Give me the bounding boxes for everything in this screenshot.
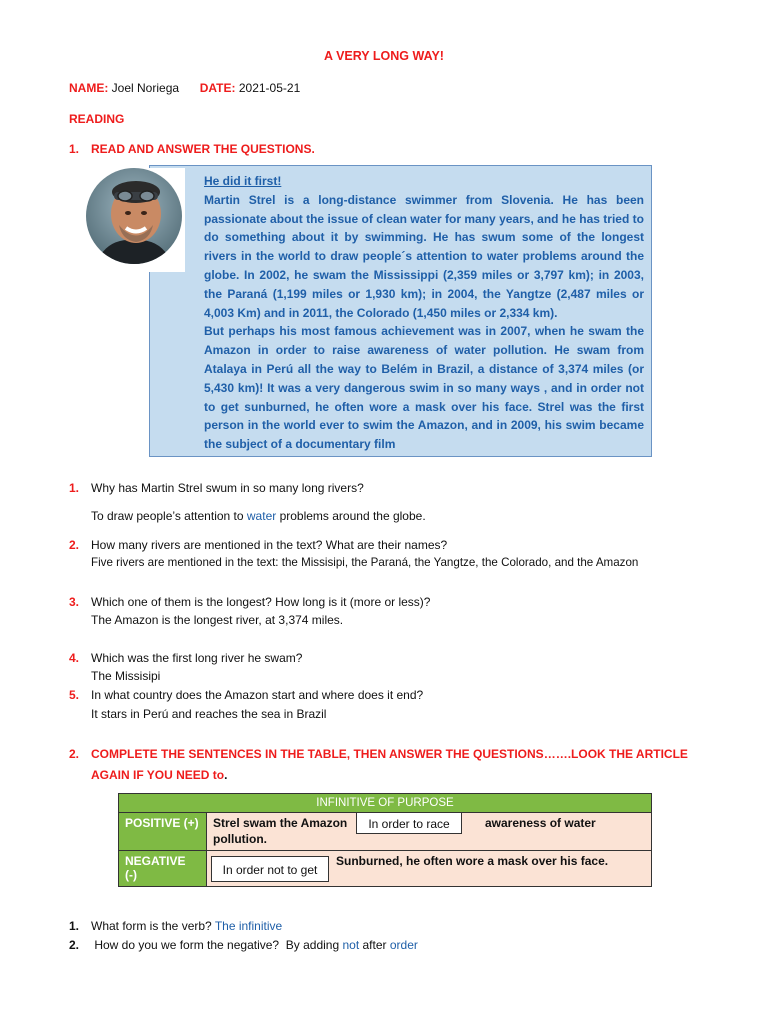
final-answer: not <box>342 938 360 952</box>
name-label: NAME: <box>69 81 109 95</box>
section-2-title-line-2: AGAIN IF YOU NEED to <box>91 768 225 782</box>
question-2 <box>69 537 447 553</box>
final-answer: order <box>389 938 418 952</box>
negative-label: NEGATIVE (-) <box>119 851 207 887</box>
final-question-text: after <box>359 938 390 952</box>
negative-text: Sunburned, he often wore a mask over his face. <box>336 854 609 868</box>
final-question-1 <box>69 918 282 934</box>
section-1-heading <box>69 141 315 157</box>
negative-row <box>207 851 652 887</box>
question-4 <box>69 650 302 666</box>
answer-4: The Missisipi <box>91 669 161 683</box>
article-text <box>204 172 644 454</box>
final-question-text: What form is the verb? <box>91 919 215 933</box>
final-question-number: 2. <box>69 938 80 952</box>
swimmer-photo <box>86 168 182 264</box>
answer-5: It stars in Perú and reaches the sea in Brazil <box>91 707 327 721</box>
answer-text: problems around the globe. <box>276 509 426 523</box>
section-2-number: 2. <box>69 747 80 761</box>
question-number: 1. <box>69 481 80 495</box>
negative-fill-box[interactable]: In order not to get <box>211 856 329 882</box>
positive-text-continued: pollution. <box>213 832 267 846</box>
final-question-number: 1. <box>69 919 80 933</box>
final-question-text: How do you we form the negative? By adding <box>91 938 343 952</box>
section-1-title: READ AND ANSWER THE QUESTIONS. <box>91 142 315 156</box>
positive-text-end: awareness of water <box>485 816 596 830</box>
name-value: Joel Noriega <box>111 81 180 95</box>
article-heading: He did it first! <box>204 174 282 188</box>
question-text: Which one of them is the longest? How long is it (more or less)? <box>91 595 431 609</box>
table-header: INFINITIVE OF PURPOSE <box>119 794 652 813</box>
article-paragraph-2: But perhaps his most famous achievement was in 2007, when he swam the Amazon in order to raise awareness of water pollution. He swam from Atalaya in Perú all the way to Belém in Brazil, a distance of 3,374 miles (or 5,430 km)! It was a very dangerous swim in so many ways , and in order not to get sunburned, he often wore a mask over his face. Strel was the first person in the world ever to swim the Amazon, and in 2009, his swim became the subject of a documentary film <box>204 324 644 452</box>
date-label: DATE: <box>199 81 236 95</box>
question-number: 3. <box>69 595 80 609</box>
section-2-heading <box>69 744 709 786</box>
question-number: 4. <box>69 651 80 665</box>
question-text: Why has Martin Strel swum in so many long rivers? <box>91 481 364 495</box>
name-date-line <box>69 80 300 96</box>
positive-fill-box[interactable]: In order to race <box>356 812 462 834</box>
infinitive-table <box>118 793 652 887</box>
answer-3: The Amazon is the longest river, at 3,374 miles. <box>91 613 344 627</box>
question-text: In what country does the Amazon start and where does it end? <box>91 688 424 702</box>
question-text: Which was the first long river he swam? <box>91 651 303 665</box>
page-title: A VERY LONG WAY! <box>324 49 444 63</box>
answer-1 <box>91 508 426 524</box>
answer-text: To draw people’s attention to <box>91 509 247 523</box>
final-answer: The infinitive <box>214 919 283 933</box>
positive-label: POSITIVE (+) <box>119 813 207 851</box>
section-2-title-line-1: COMPLETE THE SENTENCES IN THE TABLE, THEN ANSWER THE QUESTIONS…….LOOK THE ARTICLE <box>91 747 688 761</box>
date-value: 2021-05-21 <box>238 81 301 95</box>
article-paragraph-1: Martin Strel is a long-distance swimmer from Slovenia. He has been passionate about the issue of clean water for many years, and he has tried to do something about it by swimming. He has swum some of the longest rivers in the world to draw people´s attention to water problems around the globe. In 2002, he swam the Mississippi (2,359 miles or 3,797 km); in 2003, the Paraná (1,199 miles or 1,930 km); in 2004, the Yangtze (2,487 miles or 4,003 Km) and in 2011, the Colorado (1,450 miles or 2,334 km). <box>204 192 644 320</box>
section-2-title-end: . <box>224 768 228 782</box>
section-1-number: 1. <box>69 142 80 156</box>
question-1 <box>69 480 364 496</box>
answer-highlight: water <box>246 509 277 523</box>
question-number: 2. <box>69 538 80 552</box>
question-number: 5. <box>69 688 80 702</box>
positive-row <box>207 813 652 851</box>
question-text: How many rivers are mentioned in the text? What are their names? <box>91 538 448 552</box>
question-3 <box>69 594 430 610</box>
final-question-2 <box>69 937 418 953</box>
positive-text-start: Strel swam the Amazon <box>213 816 348 830</box>
question-5 <box>69 687 423 703</box>
section-reading: READING <box>69 112 125 126</box>
answer-2: Five rivers are mentioned in the text: the Missisipi, the Paraná, the Yangtze, the Colorado, and the Amazon <box>91 556 639 569</box>
